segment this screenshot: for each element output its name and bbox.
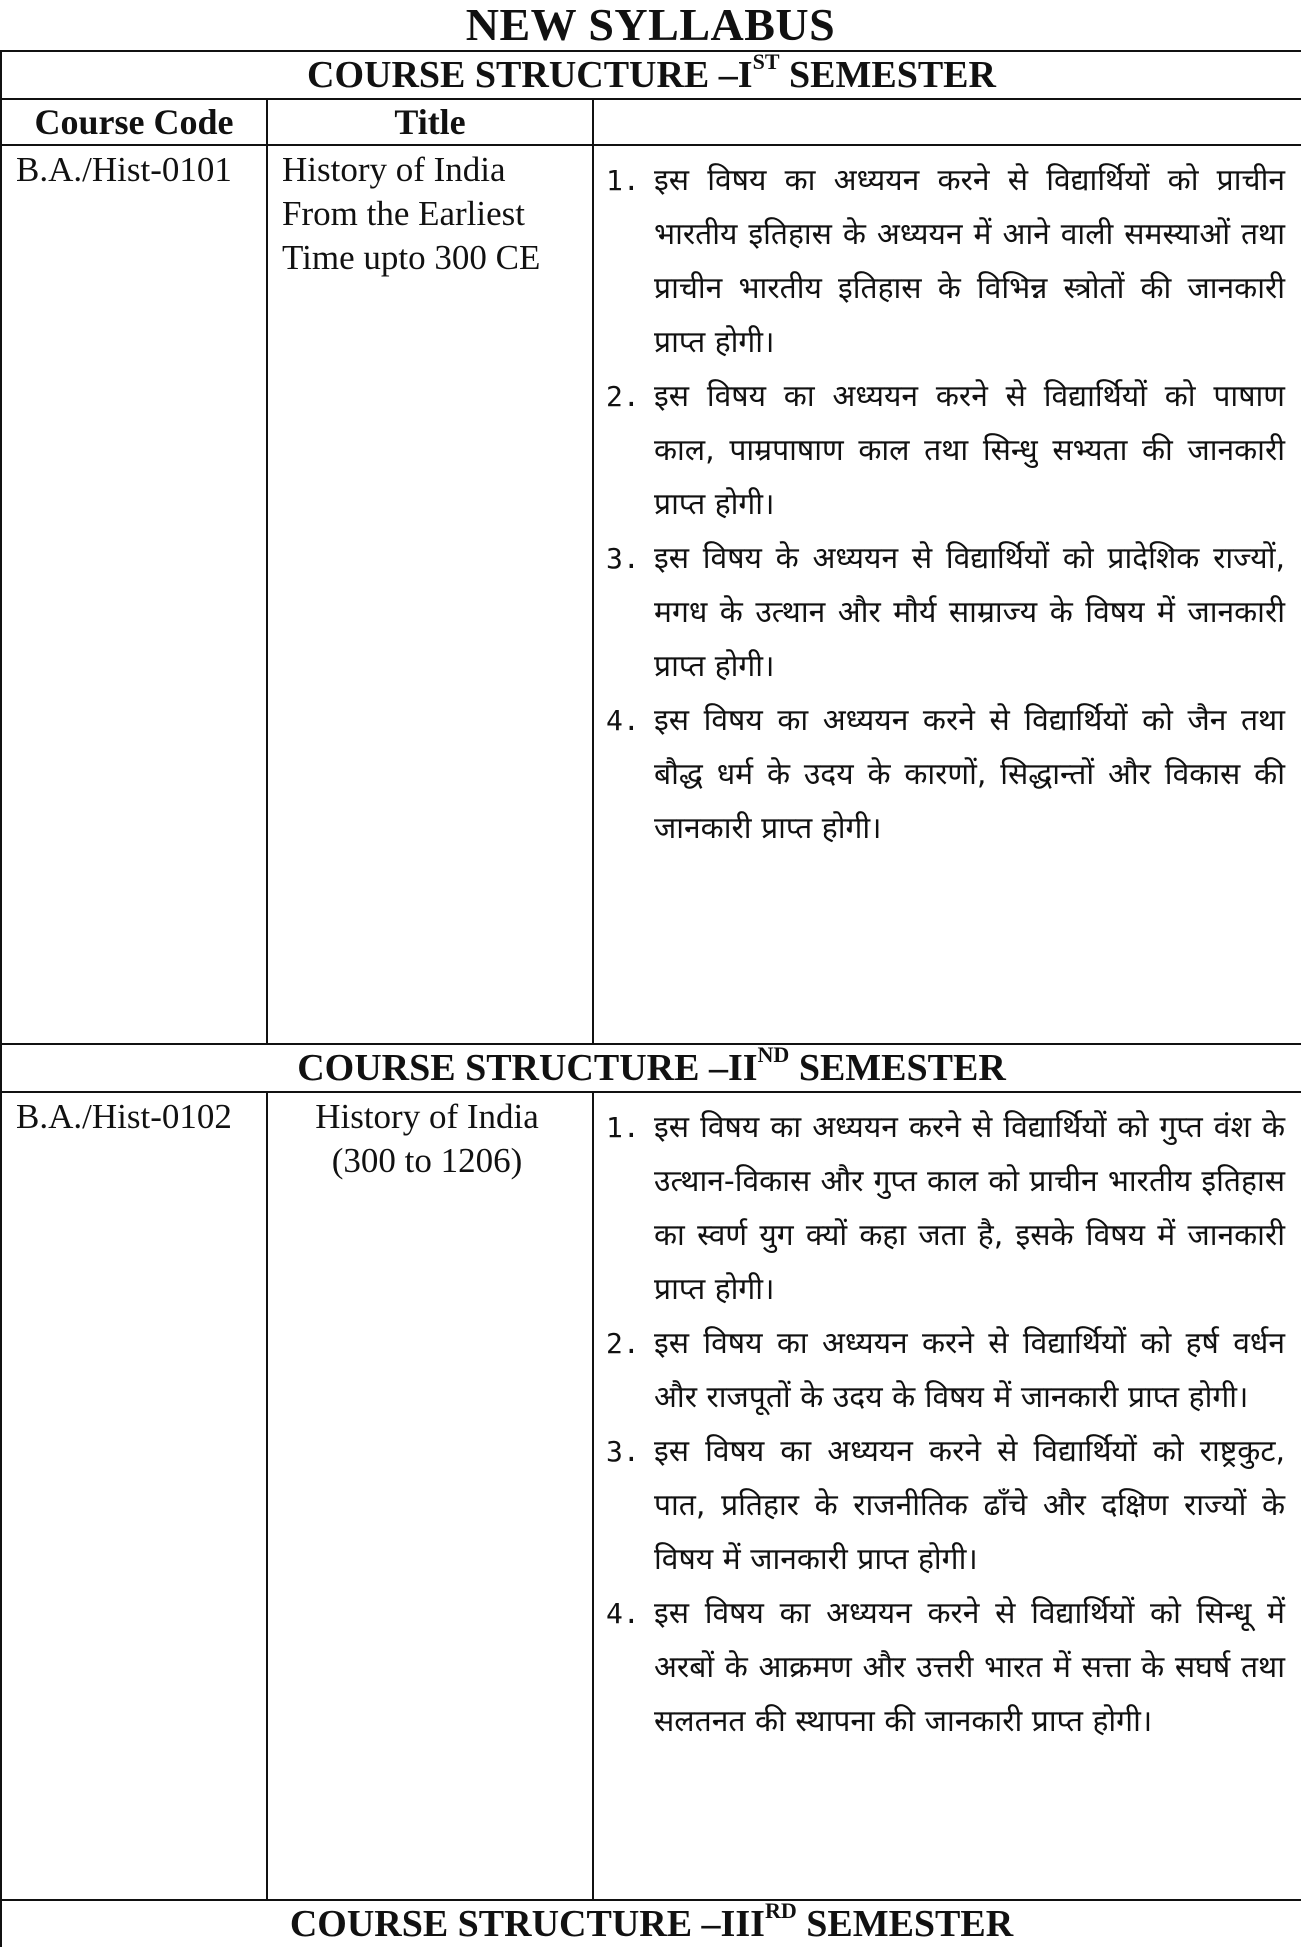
outcome-item xyxy=(606,154,1285,370)
outcome-number: 2. xyxy=(606,380,640,413)
semester-1-heading xyxy=(1,51,1301,99)
semester-1-heading-row xyxy=(1,51,1301,99)
outcome-number: 2. xyxy=(606,1327,640,1360)
outcome-number: 1. xyxy=(606,164,640,197)
semester-2-heading-row xyxy=(1,1044,1301,1092)
outcome-text: इस विषय का अध्ययन करने से विद्यार्थियों को राष्ट्रकुट, पात, प्रतिहार के राजनीतिक ढाँचे और दक्षिण राज्यों के विषय में जानकारी प्राप्त होगी। xyxy=(654,1434,1285,1577)
course-title xyxy=(267,1092,593,1900)
outcome-number: 1. xyxy=(606,1111,640,1144)
course-code: B.A./Hist-0101 xyxy=(1,145,267,1044)
outcome-number: 4. xyxy=(606,704,640,737)
outcome-item xyxy=(606,1101,1285,1317)
course-title xyxy=(267,145,593,1044)
outcome-item xyxy=(606,1317,1285,1425)
course-title-line: Time upto 300 CE xyxy=(282,238,541,277)
semester-3-heading-suffix: SEMESTER xyxy=(796,1903,1014,1945)
semester-2-heading xyxy=(1,1044,1301,1092)
course-title-line: History of India xyxy=(282,150,506,189)
course-title-line: (300 to 1206) xyxy=(331,1141,523,1180)
outcome-text: इस विषय का अध्ययन करने से विद्यार्थियों को हर्ष वर्धन और राजपूतों के उदय के विषय में जानकारी प्राप्त होगी। xyxy=(654,1326,1285,1415)
course-title-line: History of India xyxy=(315,1097,539,1136)
page-title: NEW SYLLABUS xyxy=(465,0,836,50)
header-title: Title xyxy=(267,99,593,145)
outcome-number: 3. xyxy=(606,542,640,575)
course-title-line: From the Earliest xyxy=(282,194,526,233)
course-row xyxy=(1,145,1301,1044)
semester-1-heading-sup: ST xyxy=(752,49,780,74)
semester-3-heading-prefix: COURSE STRUCTURE –III xyxy=(289,1903,765,1945)
outcome-text: इस विषय का अध्ययन करने से विद्यार्थियों को प्राचीन भारतीय इतिहास के अध्ययन में आने वाली समस्याओं तथा प्राचीन भारतीय इतिहास के विभिन्न स्त्रोतों की जानकारी प्राप्त होगी। xyxy=(654,163,1285,360)
outcome-item xyxy=(606,1587,1285,1749)
course-outcomes xyxy=(593,1092,1301,1900)
semester-2-heading-sup: ND xyxy=(757,1042,790,1067)
semester-2-heading-prefix: COURSE STRUCTURE –II xyxy=(297,1047,758,1089)
semester-3-heading-row xyxy=(1,1900,1301,1947)
outcome-text: इस विषय का अध्ययन करने से विद्यार्थियों को जैन तथा बौद्ध धर्म के उदय के कारणों, सिद्धान्तों और विकास की जानकारी प्राप्त होगी। xyxy=(654,703,1285,846)
header-outcomes xyxy=(593,99,1301,145)
semester-3-heading xyxy=(1,1900,1301,1947)
outcome-text: इस विषय के अध्ययन से विद्यार्थियों को प्रादेशिक राज्यों, मगध के उत्थान और मौर्य साम्राज्य के विषय में जानकारी प्राप्त होगी। xyxy=(654,541,1285,684)
outcome-text: इस विषय का अध्ययन करने से विद्यार्थियों को सिन्धू में अरबों के आक्रमण और उत्तरी भारत में सत्ता के सघर्ष तथा सलतनत की स्थापना की जानकारी प्राप्त होगी। xyxy=(654,1596,1285,1739)
semester-1-heading-prefix: COURSE STRUCTURE –I xyxy=(307,54,753,96)
course-code: B.A./Hist-0102 xyxy=(1,1092,267,1900)
syllabus-table xyxy=(0,50,1301,1947)
course-outcomes xyxy=(593,145,1301,1044)
semester-1-heading-suffix: SEMESTER xyxy=(779,54,996,96)
column-header-row xyxy=(1,99,1301,145)
semester-2-heading-suffix: SEMESTER xyxy=(789,1047,1006,1089)
outcome-item xyxy=(606,532,1285,694)
outcome-item xyxy=(606,694,1285,856)
course-row xyxy=(1,1092,1301,1900)
outcome-text: इस विषय का अध्ययन करने से विद्यार्थियों को पाषाण काल, पाम्रपाषाण काल तथा सिन्धु सभ्यता की जानकारी प्राप्त होगी। xyxy=(654,379,1285,522)
outcome-item xyxy=(606,1425,1285,1587)
semester-3-heading-sup: RD xyxy=(764,1900,797,1923)
outcome-text: इस विषय का अध्ययन करने से विद्यार्थियों को गुप्त वंश के उत्थान-विकास और गुप्त काल को प्राचीन भारतीय इतिहास का स्वर्ण युग क्यों कहा जता है, इसके विषय में जानकारी प्राप्त होगी। xyxy=(654,1110,1285,1307)
outcome-item xyxy=(606,370,1285,532)
outcome-number: 4. xyxy=(606,1597,640,1630)
outcome-number: 3. xyxy=(606,1435,640,1468)
header-course-code: Course Code xyxy=(1,99,267,145)
